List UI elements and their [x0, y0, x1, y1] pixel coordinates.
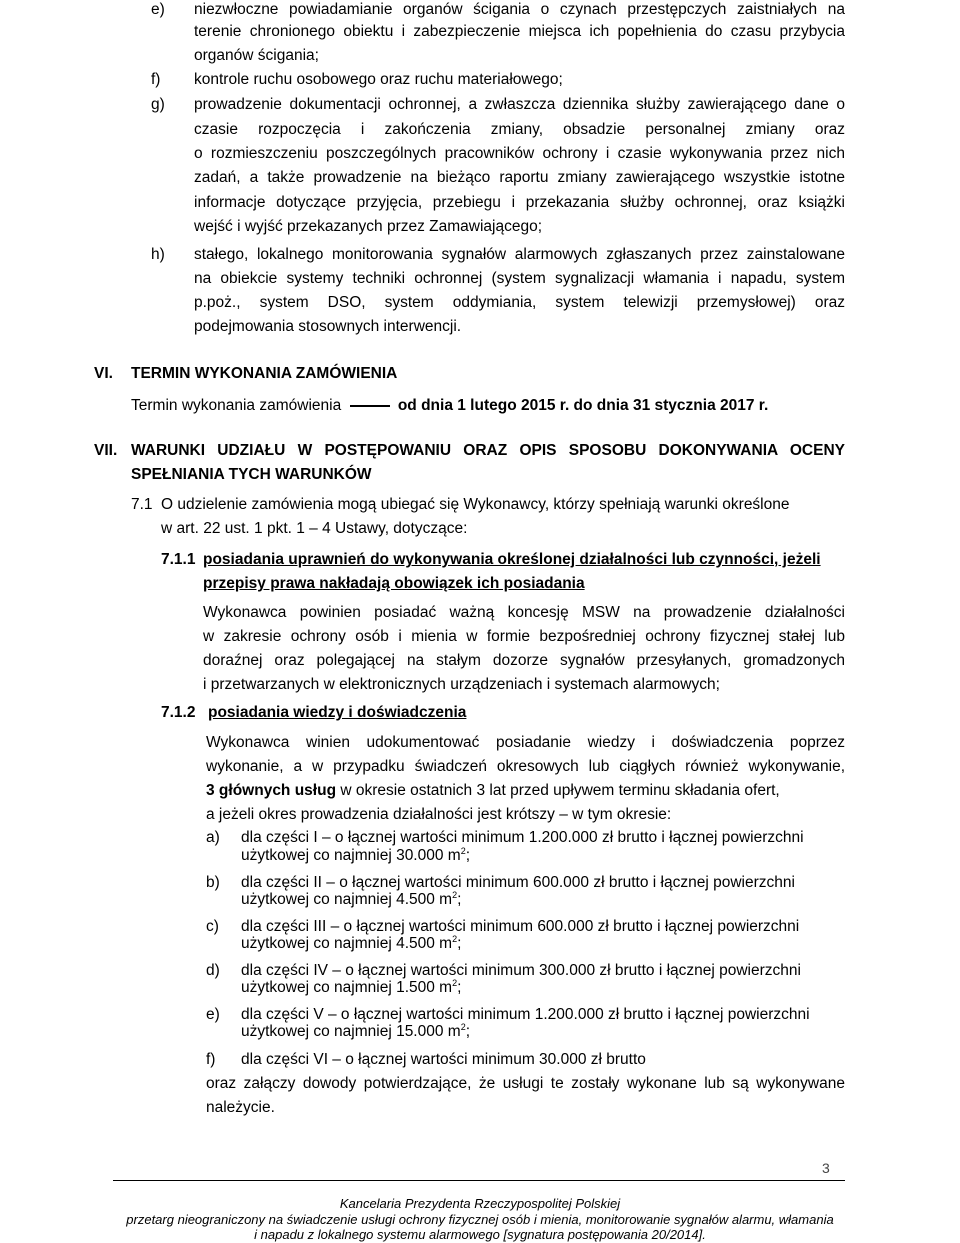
list-text-line: o rozmieszczeniu poszczególnych pracowników ochrony i czasie wykonywania przez nich [194, 145, 845, 162]
list-text-line: na obiekcie systemy techniki ochronnej (system sygnalizacji włamania i napadu, system [194, 270, 845, 287]
part-text: użytkowej co najmniej 4.500 $m^2$; [241, 890, 462, 908]
clause-text: Wykonawca powinien posiadać ważną koncesję MSW na prowadzenie działalności [203, 604, 845, 621]
part-text: użytkowej co najmniej 1.500 $m^2$; [241, 978, 462, 996]
section-number: VI. [94, 365, 113, 382]
part-text: użytkowej co najmniej 30.000 $m^2$; [241, 846, 471, 864]
list-text-line: prowadzenie dokumentacji ochronnej, a zwłaszcza dziennika służby zawierającego dane o [194, 96, 845, 113]
part-text: dla części VI – o łącznej wartości minimum 30.000 zł brutto [241, 1051, 646, 1068]
clause-text: O udzielenie zamówienia mogą ubiegać się Wykonawcy, którzy spełniają warunki określone [161, 496, 790, 513]
list-text-line: organów ścigania; [194, 47, 319, 64]
section-title: WARUNKI UDZIAŁU W POSTĘPOWANIU ORAZ OPIS SPOSOBU DOKONYWANIA OCENY [131, 442, 845, 459]
list-text-line: p.poż., system DSO, system oddymiania, system telewizji przemysłowej) oraz [194, 294, 845, 311]
clause-number: 7.1 [131, 496, 153, 513]
part-marker: a) [206, 829, 220, 846]
list-text-line: wejść i wyjść przekazanych przez Zamawiającego; [194, 218, 543, 235]
footer-divider [113, 1180, 845, 1181]
list-text-line: niezwłoczne powiadamianie organów ścigania o czynach przestępczych zaistniałych na [194, 1, 845, 18]
part-marker: d) [206, 962, 220, 979]
part-text: dla części V – o łącznej wartości minimum 1.200.000 zł brutto i łącznej powierzchni [241, 1006, 810, 1023]
clause-text: Wykonawca winien udokumentować posiadanie wiedzy i doświadczenia poprzez [206, 734, 845, 751]
part-marker: b) [206, 874, 220, 891]
clause-text: należycie. [206, 1099, 275, 1116]
clause-text: i przetwarzanych w elektronicznych urządzeniach i systemach alarmowych; [203, 676, 720, 693]
list-marker: g) [151, 96, 165, 113]
list-text-line: informacje dotyczące przyjęcia, przebiegu i przekazania służby ochronnej, oraz książki [194, 194, 845, 211]
section-title: SPEŁNIANIA TYCH WARUNKÓW [131, 466, 372, 483]
clause-text: doraźnej oraz polegającej na stałym dozorze sygnałów przesyłanych, gromadzonych [203, 652, 845, 669]
footer-line: przetarg nieograniczony na świadczenie usługi ochrony fizycznej osób i mienia, monitorowanie sygnałów alarmu, włamania [126, 1212, 834, 1227]
section-text: Termin wykonania zamówienia od dnia 1 lutego 2015 r. do dnia 31 stycznia 2017 r. [131, 397, 769, 414]
section-number: VII. [94, 442, 118, 459]
part-marker: f) [206, 1051, 216, 1068]
part-text: użytkowej co najmniej 15.000 $m^2$; [241, 1022, 471, 1040]
clause-text: 3 głównych usług w okresie ostatnich 3 lat przed upływem terminu składania ofert, [206, 782, 780, 799]
clause-title: przepisy prawa nakładają obowiązek ich posiadania [203, 575, 585, 592]
clause-number: 7.1.2 [161, 704, 196, 721]
list-text-line: stałego, lokalnego monitorowania sygnałów alarmowych zgłaszanych przez zainstalowane [194, 246, 845, 263]
clause-text: w art. 22 ust. 1 pkt. 1 – 4 Ustawy, dotyczące: [161, 520, 468, 537]
list-marker: f) [151, 71, 161, 88]
part-text: dla części II – o łącznej wartości minimum 600.000 zł brutto i łącznej powierzchni [241, 874, 795, 891]
list-text-line: podejmowania stosownych interwencji. [194, 318, 462, 335]
page-number: 3 [822, 1160, 830, 1176]
part-text: dla części III – o łącznej wartości minimum 600.000 zł brutto i łącznej powierzchni [241, 918, 800, 935]
footer-line: Kancelaria Prezydenta Rzeczypospolitej Polskiej [339, 1196, 621, 1211]
clause-text: oraz załączy dowody potwierdzające, że usługi te zostały wykonane lub są wykonywane [206, 1075, 845, 1092]
clause-title: posiadania wiedzy i doświadczenia [208, 704, 467, 721]
clause-number: 7.1.1 [161, 551, 196, 568]
section-title: TERMIN WYKONANIA ZAMÓWIENIA [131, 365, 398, 382]
list-marker: h) [151, 246, 165, 263]
clause-text: w zakresie ochrony osób i mienia w formie bezpośredniej ochrony fizycznej stałej lub [203, 628, 845, 645]
part-marker: c) [206, 918, 219, 935]
part-marker: e) [206, 1006, 220, 1023]
list-text-line: kontrole ruchu osobowego oraz ruchu materiałowego; [194, 71, 563, 88]
clause-title: posiadania uprawnień do wykonywania określonej działalności lub czynności, jeżeli [203, 551, 821, 568]
part-text: użytkowej co najmniej 4.500 $m^2$; [241, 934, 462, 952]
part-text: dla części I – o łącznej wartości minimum 1.200.000 zł brutto i łącznej powierzchni [241, 829, 804, 846]
clause-text: wykonanie, a w przypadku świadczeń okresowych lub ciągłych również wykonywanie, [206, 758, 845, 775]
list-text-line: zadań, a także prowadzenie na bieżąco raportu zmiany zawierającego wszystkie istotne [194, 169, 845, 186]
list-marker: e) [151, 1, 165, 18]
clause-text: a jeżeli okres prowadzenia działalności jest krótszy – w tym okresie: [206, 806, 672, 823]
list-text-line: czasie rozpoczęcia i zakończenia zmiany, obsadzie personalnej zmiany oraz [194, 121, 845, 138]
list-text-line: terenie chronionego obiektu i zabezpieczenie miejsca ich popełnienia do czasu przybycia [194, 23, 845, 40]
footer-line: i napadu z lokalnego systemu alarmowego [sygnatura postępowania 20/2014]. [254, 1227, 706, 1242]
part-text: dla części IV – o łącznej wartości minimum 300.000 zł brutto i łącznej powierzchni [241, 962, 801, 979]
